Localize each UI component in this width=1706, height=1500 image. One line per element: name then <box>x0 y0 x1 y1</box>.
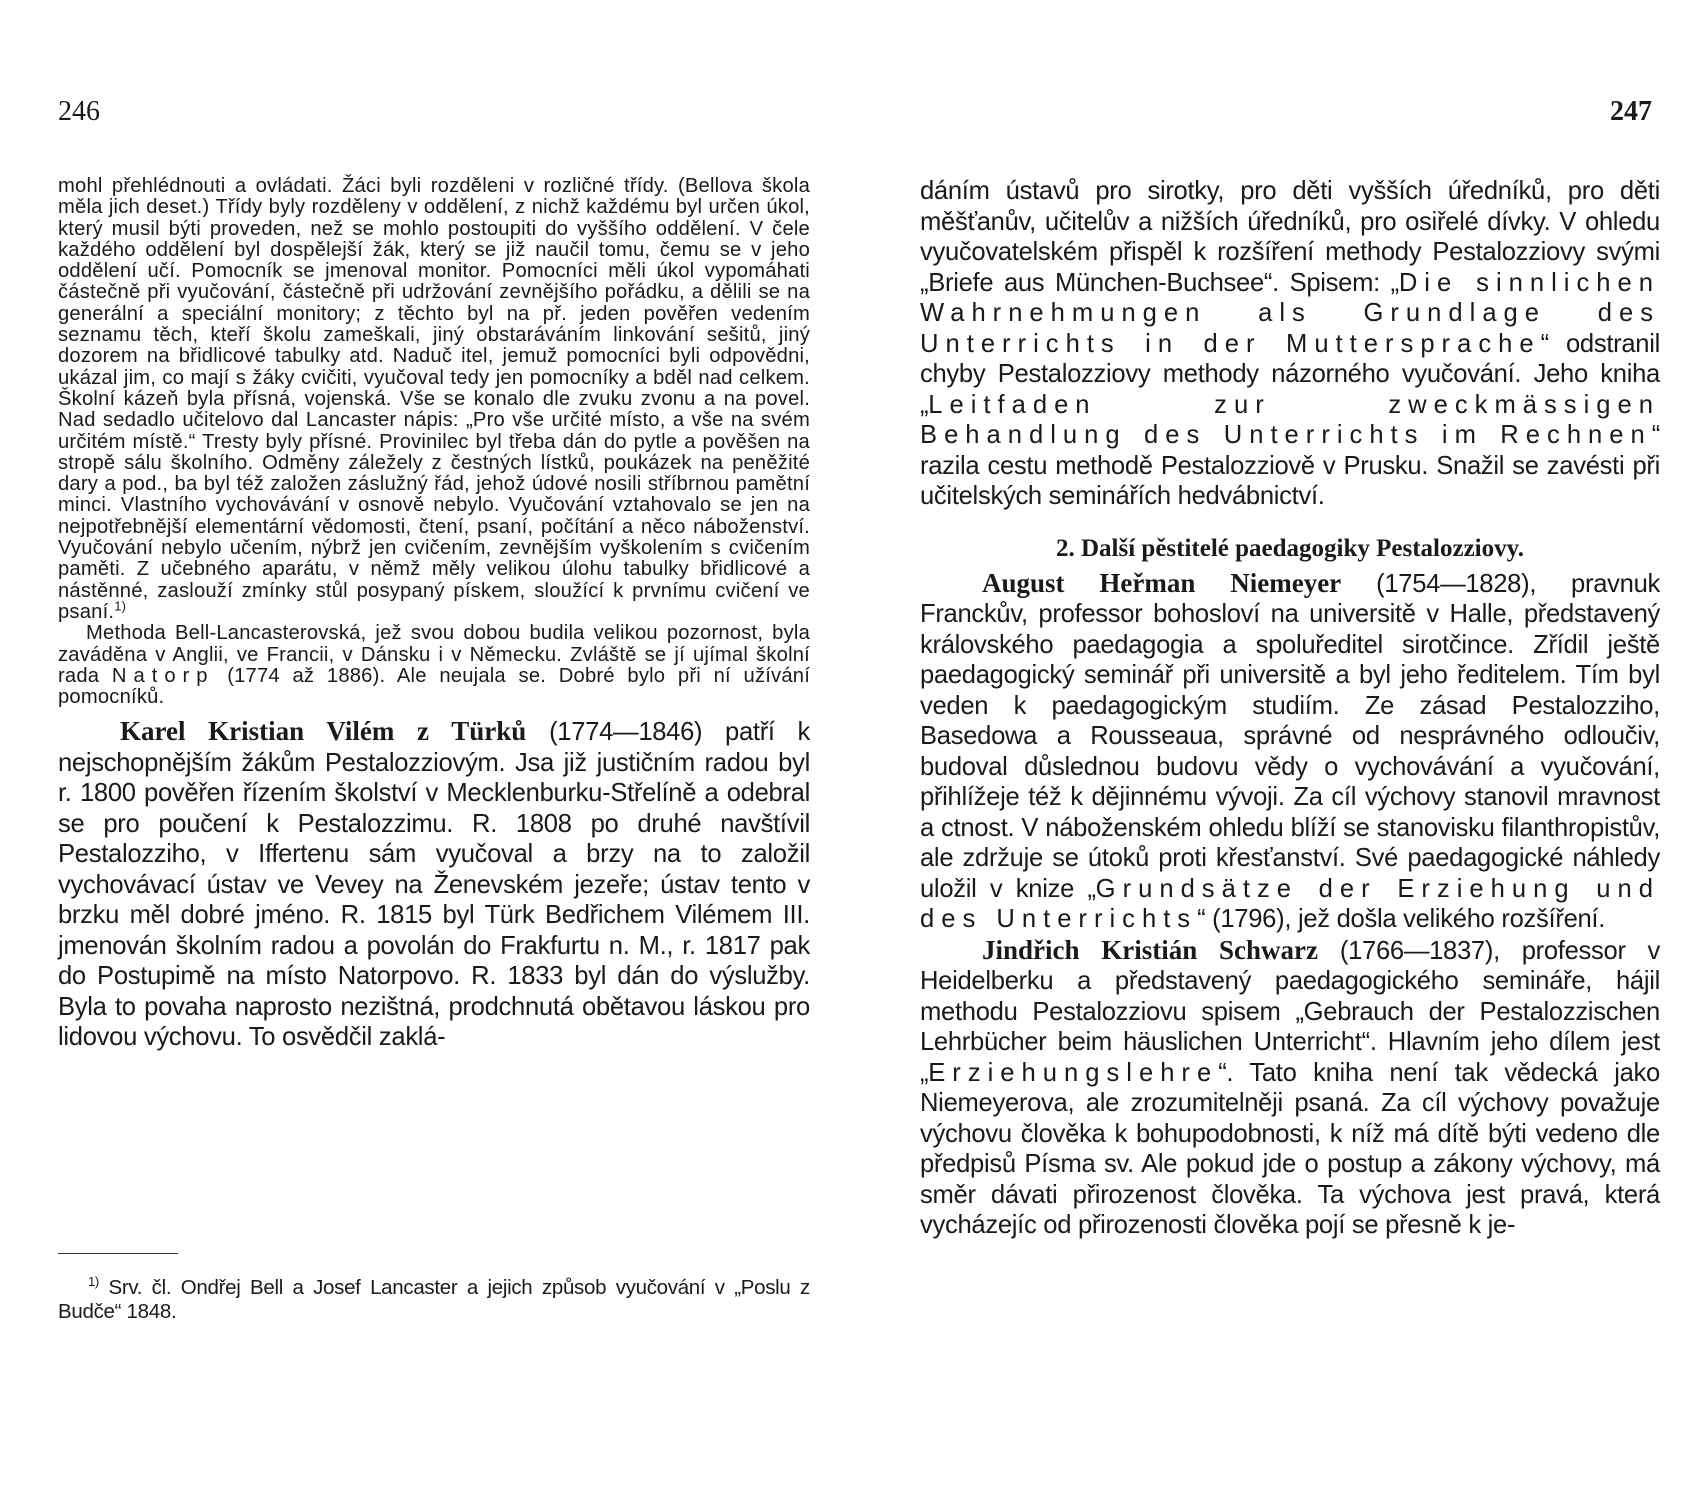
footnote-reference: 1) <box>114 598 127 614</box>
paragraph-text: “ (1796), jež došla velikého rozšíření. <box>1197 905 1606 933</box>
paragraph-text: “ razila cestu methodě Pestalozziově v Prusku. Snažil se zavésti při učitelských seminářích hedvábnictví. <box>920 421 1660 510</box>
spaced-title: Grundsätze der Erziehung und des Unterrichts <box>920 874 1660 933</box>
paragraph-niemeyer <box>920 568 1660 935</box>
spaced-title: Erziehungslehre <box>928 1058 1219 1087</box>
paragraph-schwarz <box>920 935 1660 1241</box>
footnote-divider <box>58 1253 178 1254</box>
paragraph-turk <box>58 716 810 1053</box>
small-print-block <box>58 176 810 708</box>
paragraph-bell-lancaster-method <box>58 623 810 708</box>
paragraph-text: (1754—1828), pravnuk Franckův, professor bohosloví na universitě v Halle, představený královského paedagogia a spoluředitel sirotčince. Zřídil ještě paedagogický seminář při universitě a byl jeho ředitelem. Tím byl veden k paedagogickým studiím. Ze zásad Pestalozziho, Basedowa a Rousseaua, správné od nesprávného odloučiv, budoval důslednou budovu vědy o vychovávání a vyučování, přihlížeje též k dějinnému vývoji. Za cíl výchovy stanovil mravnost a ctnost. V náboženském ohledu blíží se stanovisku filanthropistův, ale zdržuje se útoků proti křesťanství. Své paedagogické náhledy uložil v knize „ <box>920 569 1661 903</box>
paragraph-text: (1774 až 1886). Ale neujala se. Dobré bylo při ní užívání pomocníků. <box>58 664 811 709</box>
paragraph-bell-lancaster-description <box>58 176 810 623</box>
footnote-mark: 1) <box>88 1274 99 1290</box>
paragraph-text: “ odstranil chyby Pestalozziovy methody názorného vyučování. Jeho kniha „ <box>920 329 1661 419</box>
paragraph-text: (1766—1837), professor v Heidelberku a představený paedagogického semináře, hájil methodu Pestalozziovu spisem „Gebrauch der Pestalozzischen Lehrbücher beim häuslichen Unterricht“. Hlavním jeho dílem jest „ <box>920 936 1660 1087</box>
right-page-body <box>920 176 1660 1241</box>
turk-section <box>58 716 810 1053</box>
paragraph-text: dáním ústavů pro sirotky, pro děti vyšších úředníků, pro děti měšťanův, učitelův a nižších úředníků, pro osiřelé dívky. V ohledu vyučovatelském přispěl k rozšíření methody Pestalozziovy svými „Briefe aus München-Buchsee“. Spisem: „ <box>920 177 1660 297</box>
person-name: Jindřich Kristián Schwarz <box>982 934 1319 965</box>
paragraph-turk-continued <box>920 176 1660 512</box>
footnote-text: Srv. čl. Ondřej Bell a Josef Lancaster a jejich způsob vyučování v „Poslu z Budče“ 1848. <box>58 1276 810 1323</box>
person-name: August Heřman Niemeyer <box>982 567 1342 598</box>
spaced-name: Natorp <box>111 664 215 687</box>
paragraph-text: “. Tato kniha není tak vědecká jako Niemeyerova, ale zrozumitelněji psaná. Za cíl výchovy považuje výchovu člověka k bohupodobnosti, k níž má dítě býti vedeno dle předpisů Písma sv. Ale pokud jde o postup a zákony výchovy, má směr dávati přirozenost člověka. Ta výchova jest pravá, která vycházejíc od přirozenosti člověka pojí se přesně k je- <box>920 1058 1660 1239</box>
paragraph-text: Methoda Bell-Lancasterovská, jež svou dobou budila velikou pozornost, byla zaváděna v Anglii, ve Francii, v Dánsku i v Německu. Zvláště se jí ujímal školní rada <box>58 622 810 687</box>
paragraph-text: (1774—1846) patří k nejschopnějším žákům Pestalozziovým. Jsa již justičním radou byl r. 1800 pověřen řízením školství v Mecklenburku-Střelíně a odebral se pro poučení k Pestalozzimu. R. 1808 po druhé navštívil Pestalozziho, v Iffertenu sám vyučoval a brzy na to založil vychovávací ústav ve Vevey na Ženevském jezeře; ústav tento v brzku měl dobré jméno. R. 1815 byl Türk Bedřichem Vilémem III. jmenován školním radou a povolán do Frakfurtu n. M., r. 1817 pak do Postupimě na místo Natorpovo. R. 1833 byl dán do výslužby. Byla to povaha naprosto nezištná, prodchnutá obětavou láskou pro lidovou výchovu. To osvědčil zaklá- <box>58 718 810 1052</box>
left-page-body <box>58 176 810 1053</box>
spaced-title: Leitfaden zur zweckmässigen Behandlung des Unterrichts im Rechnen <box>920 390 1660 449</box>
footnote <box>58 1276 810 1323</box>
page-number-right: 247 <box>1610 96 1652 127</box>
paragraph-text: mohl přehlédnouti a ovládati. Žáci byli rozděleni v rozličné třídy. (Bellova škola měla jich deset.) Třídy byly rozděleny v oddělení, z nichž každému byl určen úkol, který musil býti proveden, než se mohlo postoupiti do vyššího oddělení. V čele každého oddělení byl dospělejší žák, který se již naučil tomu, čemu se v jeho oddělení učí. Pomocník se jmenoval monitor. Pomocníci měli úkol vypomáhati částečně při vyučování, částečně při udržování zevnějšího pořádku, a dělili se na generální a speciální monitory; z těchto byl na př. jeden pověřen vedením seznamu těch, kteří školu zameškali, jiný obstaráváním linkování sešitů, jiný dozorem na břidlicové tabulky atd. Naduč itel, jemuž pomocníci byli odpovědni, ukázal jim, co mají s žáky cvičiti, vyučoval tedy jen pomocníky a bděl nad celkem. Školní kázeň byla přísná, vojenská. Vše se konalo dle zvuku zvonu a na povel. Nad sedadlo učitelovo dal Lancaster nápis: „Pro vše určité místo, a vše na svém určitém místě.“ Tresty byly přísné. Provinilec byl třeba dán do pytle a pověšen na stropě sálu školního. Odměny záležely z čestných lístků, poukázek na peněžité dary a pod., ba byl též založen záslužný řád, jehož údové nosili stříbrnou pamětní minci. Vlastního vychovávání v osnově nebylo. Vyučování vztahovalo se jen na nejpotřebnější elementární vědomosti, čtení, psaní, počítání a něco náboženství. Vyučování nebylo učením, nýbrž jen cvičením, zevnějším vyškolením s cvičením paměti. Z učebného aparátu, v němž měly velikou úlohu tabulky břidlicové a nástěnné, zaslouží zmínky stůl posypaný pískem, sloužící k prvnímu cvičení ve psaní. <box>58 175 810 623</box>
spaced-title: Die sinnlichen Wahrnehmungen als Grundlage des Unterrichts in der Muttersprache <box>920 268 1660 358</box>
person-name: Karel Kristian Vilém z Türků <box>120 716 527 747</box>
page-number-left: 246 <box>58 96 100 127</box>
section-heading: 2. Další pěstitelé paedagogiky Pestalozziovy. <box>1055 534 1525 562</box>
